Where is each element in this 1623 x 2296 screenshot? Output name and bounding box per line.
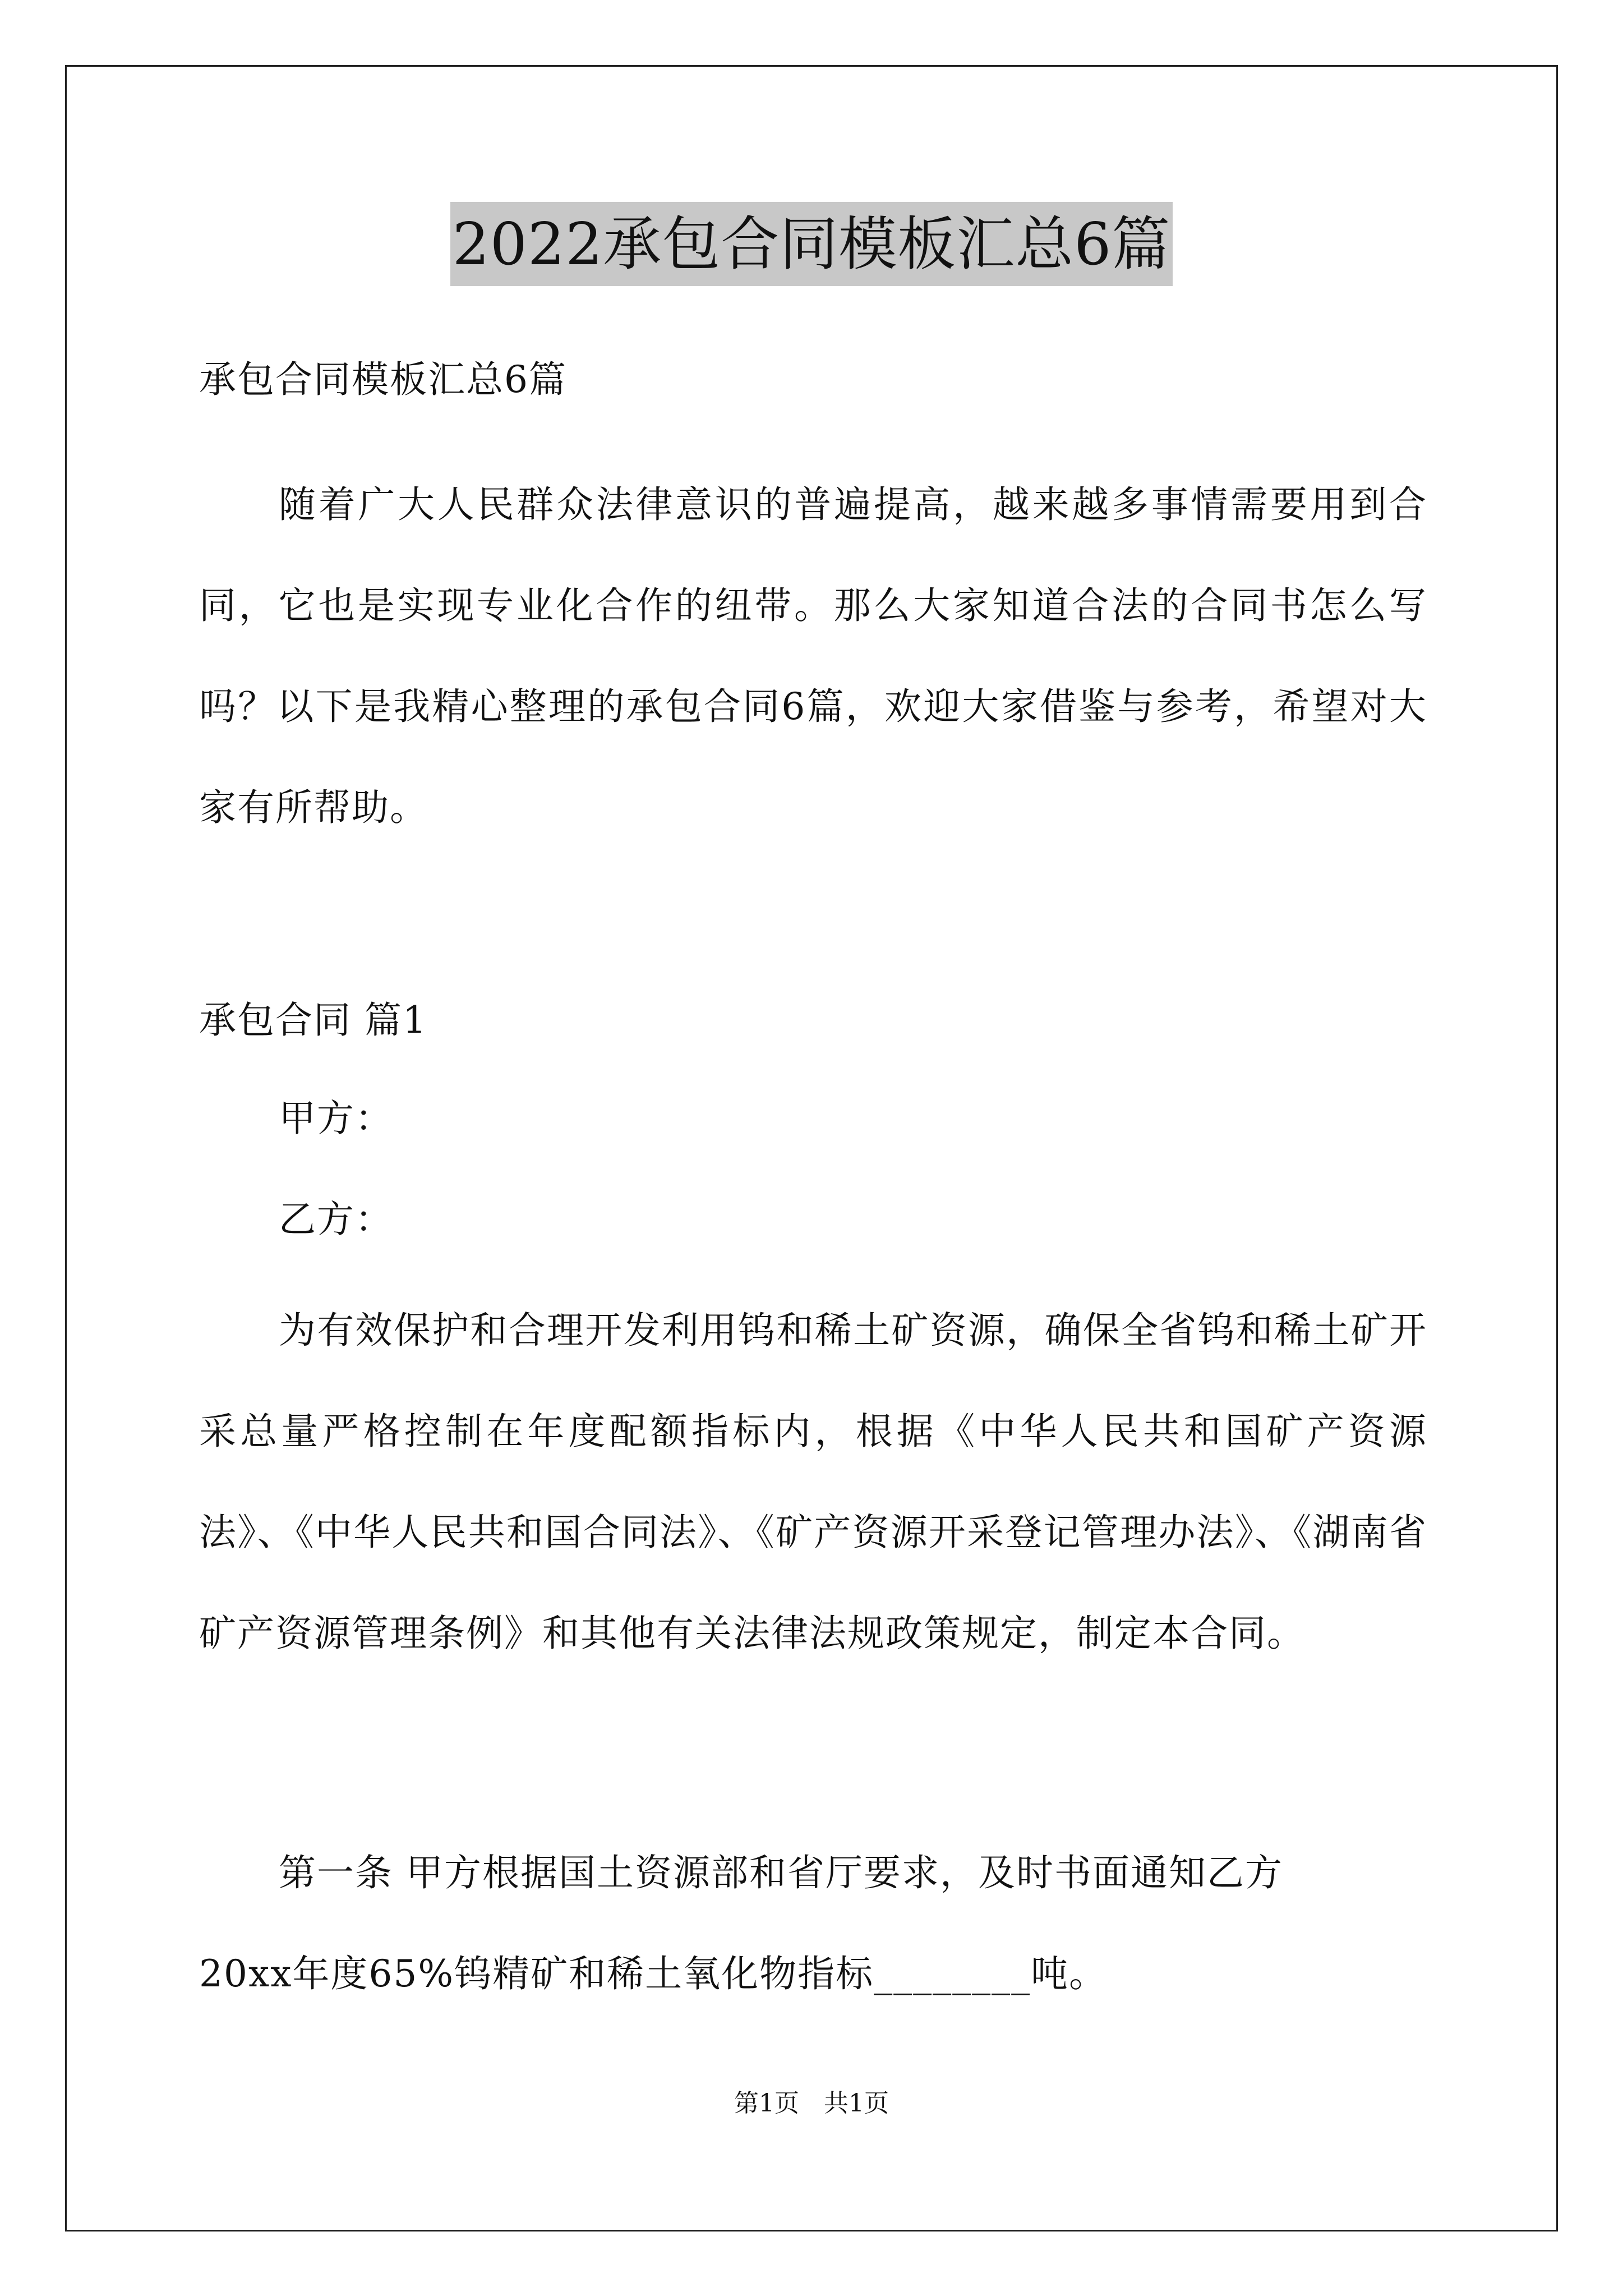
- intro-paragraph: 随着广大人民群众法律意识的普遍提高，越来越多事情需要用到合同，它也是实现专业化合作的纽带。那么大家知道合法的合同书怎么写吗？以下是我精心整理的承包合同6篇，欢迎大家借鉴与参考，希望对大家有所帮助。: [199, 483, 1427, 829]
- section-heading: 承包合同 篇1: [199, 999, 427, 1042]
- document-subtitle: 承包合同模板汇总6篇: [199, 358, 567, 401]
- party-a-label: 甲方：: [279, 1097, 393, 1140]
- title-container: [0, 202, 1623, 286]
- document-title: 2022承包合同模板汇总6篇: [450, 202, 1173, 286]
- article-1-line-1: 第一条 甲方根据国土资源部和省厅要求，及时书面通知乙方: [279, 1851, 1283, 1894]
- party-b-label: 乙方：: [279, 1198, 393, 1241]
- article-1-line-2: 20xx年度65%钨精矿和稀土氧化物指标________吨。: [199, 1952, 1108, 1995]
- purpose-paragraph: 为有效保护和合理开发利用钨和稀土矿资源，确保全省钨和稀土矿开采总量严格控制在年度配额指标内，根据《中华人民共和国矿产资源法》、《中华人民共和国合同法》、《矿产资源开采登记管理办法》、《湖南省矿产资源管理条例》和其他有关法律法规政策规定，制定本合同。: [199, 1309, 1427, 1655]
- page-footer: 第1页 共1页: [734, 2089, 889, 2118]
